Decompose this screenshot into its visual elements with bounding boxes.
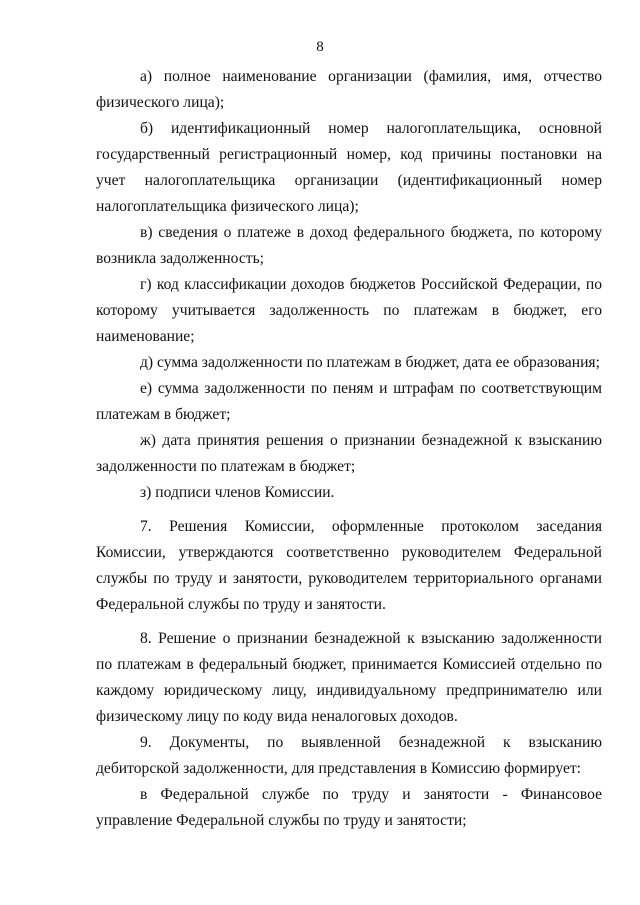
paragraph-z: з) подписи членов Комиссии. xyxy=(140,484,335,501)
paragraph-b: б) идентификационный номер налогоплательщика, основной государственный регистрационный номер, код причины постановки на учет налогоплательщика организации (идентификационный номер налогоплательщика физического лица); xyxy=(96,120,602,215)
paragraph-e: е) сумма задолженности по пеням и штрафам по соответствующим платежам в бюджет; xyxy=(96,380,602,423)
paragraph-7: 7. Решения Комиссии, оформленные протоколом заседания Комиссии, утверждаются соответственно руководителем Федеральной службы по труду и занятости, руководителем территориального органами Федеральной службы по труду и занятости. xyxy=(96,518,602,613)
paragraph-9: 9. Документы, по выявленной безнадежной к взысканию дебиторской задолженности, для представления в Комиссию формирует: xyxy=(96,734,602,777)
paragraph-g: г) код классификации доходов бюджетов Российской Федерации, по которому учитывается задолженность по платежам в бюджет, его наименование; xyxy=(96,276,602,345)
paragraph-a: а) полное наименование организации (фамилия, имя, отчество физического лица); xyxy=(96,68,602,111)
page-number: 8 xyxy=(316,39,324,55)
paragraph-d: д) сумма задолженности по платежам в бюджет, дата ее образования; xyxy=(140,354,600,371)
paragraph-zh: ж) дата принятия решения о признании безнадежной к взысканию задолженности по платежам в бюджет; xyxy=(96,432,602,475)
document-body xyxy=(96,64,602,834)
paragraph-v: в) сведения о платеже в доход федерального бюджета, по которому возникла задолженность; xyxy=(96,224,602,267)
paragraph-9-item: в Федеральной службе по труду и занятости - Финансовое управление Федеральной службы по труду и занятости; xyxy=(96,786,602,829)
paragraph-8: 8. Решение о признании безнадежной к взысканию задолженности по платежам в федеральный бюджет, принимается Комиссией отдельно по каждому юридическому лицу, индивидуальному предпринимателю или физическому лицу по коду вида неналоговых доходов. xyxy=(96,630,602,725)
